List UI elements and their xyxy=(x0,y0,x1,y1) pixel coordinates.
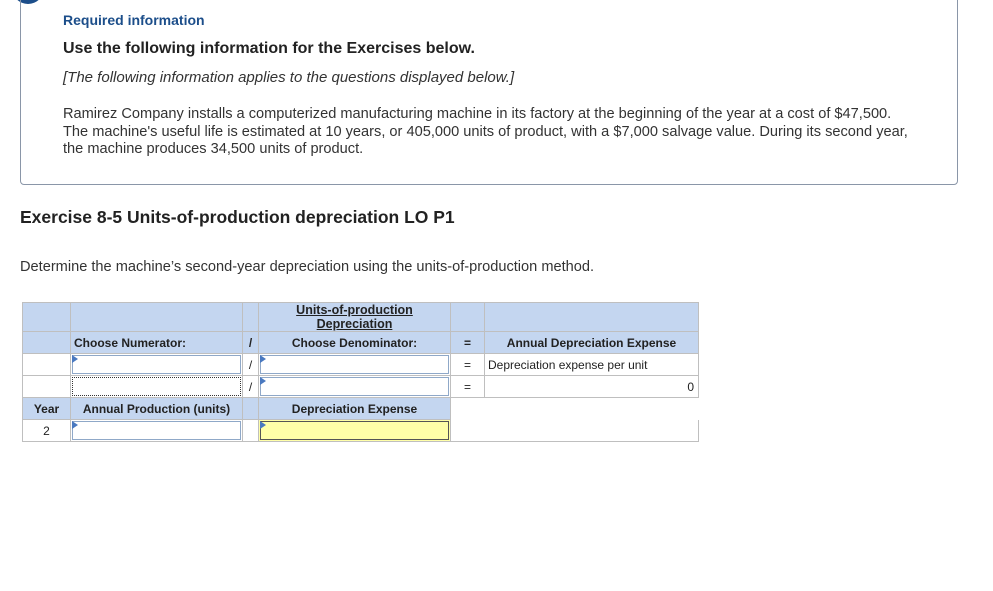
annual-production-input[interactable] xyxy=(71,420,243,442)
divide-sign: / xyxy=(243,354,259,376)
equals-sign: = xyxy=(451,376,485,398)
denominator-input-2[interactable] xyxy=(259,376,451,398)
dropdown-arrow-icon xyxy=(72,355,78,363)
applies-note: [The following information applies to the questions displayed below.] xyxy=(63,69,515,86)
dep-expense-header: Depreciation Expense xyxy=(259,398,451,420)
year-header: Year xyxy=(23,398,71,420)
equals-sign: = xyxy=(451,332,485,354)
table-title: Units-of-production Depreciation xyxy=(259,303,451,332)
required-information-heading: Required information xyxy=(63,12,205,28)
dropdown-arrow-icon xyxy=(72,421,78,429)
equals-sign: = xyxy=(451,354,485,376)
annual-dep-expense-label: Annual Depreciation Expense xyxy=(485,332,699,354)
exercise-instruction: Determine the machine’s second-year depreciation using the units-of-production method. xyxy=(20,259,595,275)
row2-result-value: 0 xyxy=(485,376,699,398)
annual-production-header: Annual Production (units) xyxy=(71,398,243,420)
units-of-production-table xyxy=(22,302,699,442)
exercise-title: Exercise 8-5 Units-of-production depreciation LO P1 xyxy=(20,207,455,227)
divide-sign: / xyxy=(243,376,259,398)
dropdown-arrow-icon xyxy=(260,355,266,363)
use-following-heading: Use the following information for the Exercises below. xyxy=(63,40,475,57)
choose-denominator-label: Choose Denominator: xyxy=(259,332,451,354)
dropdown-arrow-icon xyxy=(260,421,266,429)
depreciation-expense-output xyxy=(259,420,451,442)
numerator-input-2[interactable] xyxy=(71,376,243,398)
divide-sign: / xyxy=(243,332,259,354)
numerator-select-1[interactable] xyxy=(71,354,243,376)
row1-result-label: Depreciation expense per unit xyxy=(485,354,699,376)
year-value: 2 xyxy=(23,420,71,442)
choose-numerator-label: Choose Numerator: xyxy=(71,332,243,354)
scenario-text: Ramirez Company installs a computerized manufacturing machine in its factory at the beginning of the year at a cost of $47,500. The machine's useful life is estimated at 10 years, or 405,000 units of product, with a $7,000 salvage value. During its second year, the machine produces 34,500 units of product. xyxy=(63,106,908,157)
denominator-select-1[interactable] xyxy=(259,354,451,376)
dropdown-arrow-icon xyxy=(260,377,266,385)
